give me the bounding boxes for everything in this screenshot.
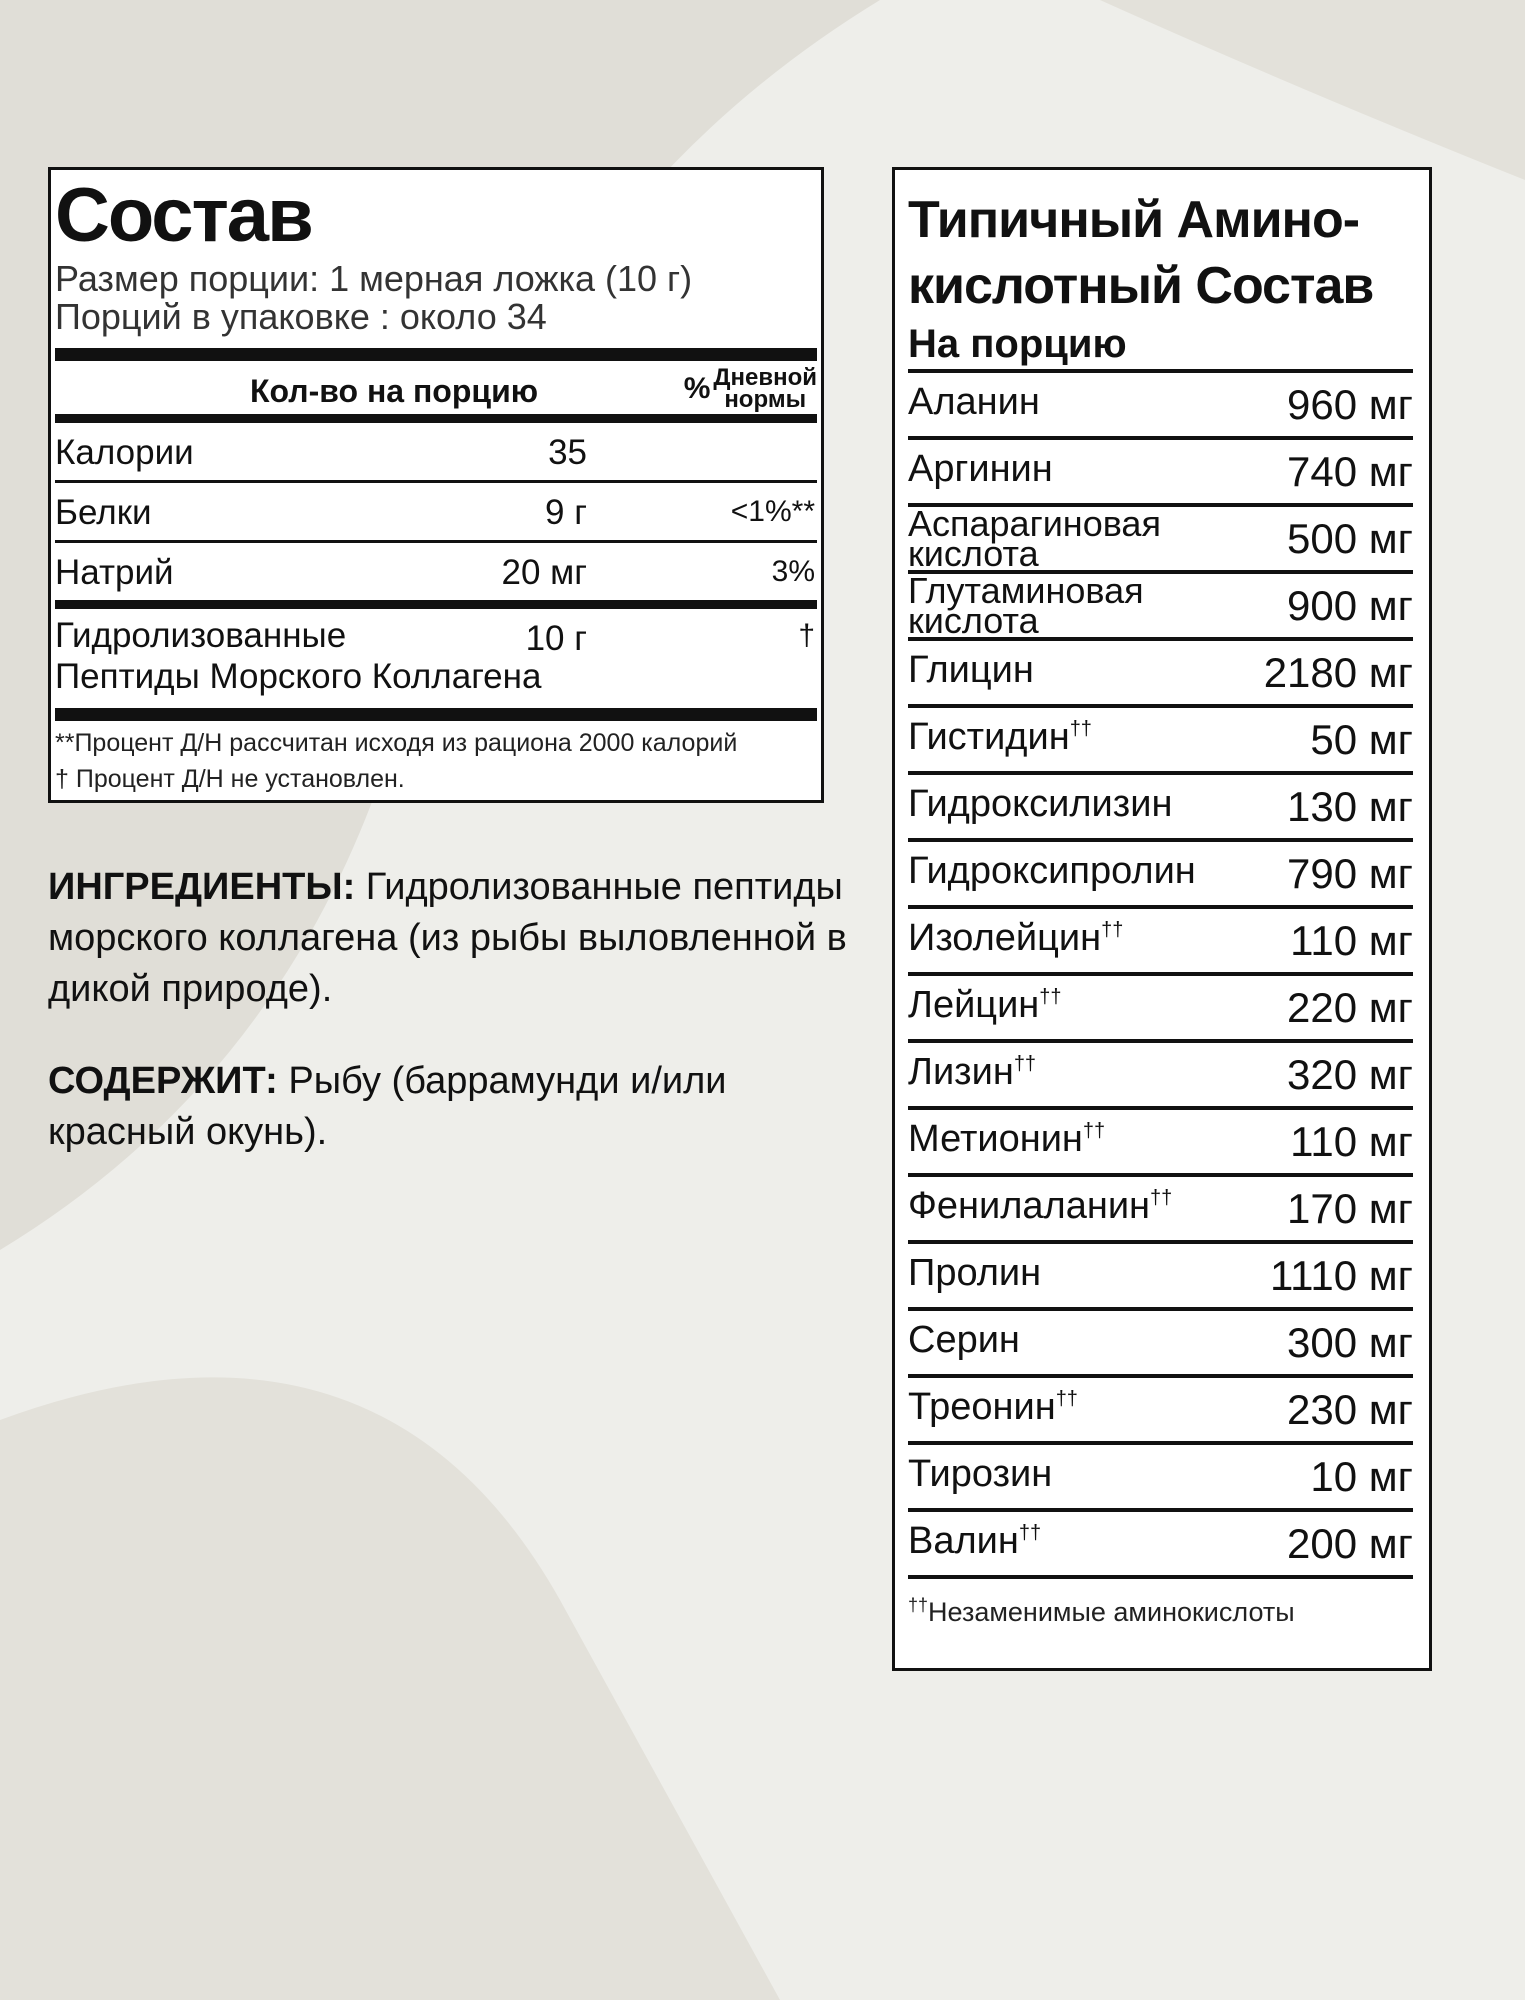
amino-value: 220 мг (1287, 984, 1413, 1031)
ingredients-paragraph (48, 862, 848, 1015)
nutrient-value: 20 мг (501, 553, 587, 592)
amino-name: Гидроксилизин (908, 783, 1173, 825)
collagen-value: 10 г (525, 619, 587, 658)
footnote-dv-not-established: † Процент Д/Н не установлен. (55, 765, 405, 793)
amino-name: Тирозин (908, 1453, 1053, 1495)
divider-medium (55, 600, 817, 609)
amino-acid-panel (892, 167, 1432, 1671)
footnote-text: Незаменимые аминокислоты (928, 1597, 1295, 1627)
amino-name: Серин (908, 1319, 1020, 1361)
nutrient-value: 35 (548, 433, 587, 472)
collagen-name: Гидролизованные Пептиды Морского Коллагена (55, 616, 542, 696)
amino-row (908, 570, 1413, 641)
header-daily-value (683, 364, 817, 413)
nutrient-name: Белки (55, 493, 152, 532)
essential-mark: †† (1018, 1522, 1042, 1544)
amino-value: 110 мг (1290, 917, 1413, 964)
amino-name: Глицин (908, 649, 1034, 691)
amino-row (908, 637, 1413, 704)
percent-symbol: % (683, 372, 711, 405)
essential-mark: †† (1055, 1388, 1078, 1410)
amino-value: 230 мг (1287, 1386, 1413, 1433)
daily-value-label: Дневной нормы (713, 364, 817, 413)
amino-row (908, 1039, 1413, 1106)
servings-per-container: Порций в упаковке : около 34 (55, 296, 547, 337)
amino-row (908, 905, 1413, 972)
collagen-row (55, 609, 817, 708)
amino-value: 900 мг (1287, 582, 1413, 629)
amino-name: Лизин†† (908, 1051, 1037, 1093)
essential-mark: †† (1101, 919, 1124, 941)
amino-row (908, 704, 1413, 771)
facts-footnotes (55, 721, 817, 797)
amino-row (908, 1441, 1413, 1508)
amino-row (908, 1240, 1413, 1307)
amino-value: 2180 мг (1263, 649, 1413, 696)
ingredients-text: Гидролизованные пептиды морского коллагена (из рыбы выловленной в дикой природе). (48, 866, 847, 1010)
amino-footnote (908, 1579, 1413, 1628)
amino-value: 110 мг (1290, 1118, 1413, 1165)
amino-row (908, 369, 1413, 436)
amino-name: Гистидин†† (908, 716, 1092, 758)
amino-value: 170 мг (1287, 1185, 1413, 1232)
amino-name: Глутаминовая кислота (908, 570, 1144, 641)
amino-value: 500 мг (1287, 515, 1413, 562)
amino-name: Гидроксипролин (908, 850, 1196, 892)
divider-thick (55, 348, 817, 361)
nutrient-name: Натрий (55, 553, 174, 592)
facts-title: Состав (55, 173, 312, 258)
amino-row (908, 436, 1413, 503)
nutrient-dv: <1%** (730, 495, 815, 528)
amino-title: Типичный Амино- кислотный Состав (908, 191, 1374, 315)
amino-name: Лейцин†† (908, 984, 1062, 1026)
amino-value: 200 мг (1287, 1520, 1413, 1567)
amino-row (908, 1173, 1413, 1240)
nutrient-row (55, 543, 817, 600)
amino-row (908, 1374, 1413, 1441)
amino-value: 790 мг (1287, 850, 1413, 897)
nutrient-value: 9 г (545, 493, 587, 532)
essential-mark: †† (1013, 1053, 1037, 1075)
amino-row (908, 771, 1413, 838)
amino-name: Метионин†† (908, 1118, 1106, 1160)
amino-name: Аргинин (908, 448, 1053, 490)
ingredients-label: ИНГРЕДИЕНТЫ: (48, 866, 356, 908)
collagen-dv: † (798, 619, 815, 652)
contains-text: Рыбу (баррамунди и/или красный окунь). (48, 1060, 727, 1153)
amino-name: Аспарагиновая кислота (908, 503, 1161, 574)
nutrient-row (55, 483, 817, 540)
essential-mark: †† (1039, 986, 1062, 1008)
amino-value: 50 мг (1310, 716, 1413, 763)
amino-row (908, 1508, 1413, 1579)
amino-name: Валин†† (908, 1520, 1042, 1562)
amino-value: 300 мг (1287, 1319, 1413, 1366)
essential-mark: †† (1069, 718, 1092, 740)
contains-label: СОДЕРЖИТ: (48, 1060, 278, 1102)
essential-mark: †† (1082, 1120, 1106, 1142)
amino-row (908, 503, 1413, 574)
nutrient-name: Калории (55, 433, 194, 472)
serving-size: Размер порции: 1 мерная ложка (10 г) (55, 258, 693, 299)
amino-row (908, 1106, 1413, 1173)
amino-name: Изолейцин†† (908, 917, 1124, 959)
amino-name: Аланин (908, 381, 1040, 423)
amino-value: 960 мг (1287, 381, 1413, 428)
amino-value: 740 мг (1287, 448, 1413, 495)
amino-row (908, 838, 1413, 905)
nutrient-row (55, 423, 817, 480)
amino-name: Пролин (908, 1252, 1042, 1294)
amino-value: 1110 мг (1269, 1252, 1413, 1299)
contains-paragraph (48, 1056, 848, 1158)
amino-value: 10 мг (1310, 1453, 1413, 1500)
essential-mark: †† (1150, 1187, 1173, 1209)
ingredients-block (48, 862, 848, 1199)
amino-subtitle: На порцию (908, 322, 1127, 366)
amino-value: 130 мг (1287, 783, 1413, 830)
nutrition-facts-panel (48, 167, 824, 803)
facts-header-row (55, 361, 817, 414)
amino-value: 320 мг (1287, 1051, 1413, 1098)
divider-thick (55, 708, 817, 721)
amino-row (908, 1307, 1413, 1374)
footnote-mark: †† (908, 1595, 929, 1615)
amino-name: Треонин†† (908, 1386, 1078, 1428)
header-amount-per-serving: Кол-во на порцию (250, 373, 539, 409)
nutrient-dv: 3% (771, 555, 815, 588)
footnote-daily-value-basis: **Процент Д/Н рассчитан исходя из рациона 2000 калорий (55, 729, 738, 757)
amino-name: Фенилаланин†† (908, 1185, 1173, 1227)
amino-row (908, 972, 1413, 1039)
amino-table (908, 369, 1413, 1579)
divider-medium (55, 414, 817, 423)
